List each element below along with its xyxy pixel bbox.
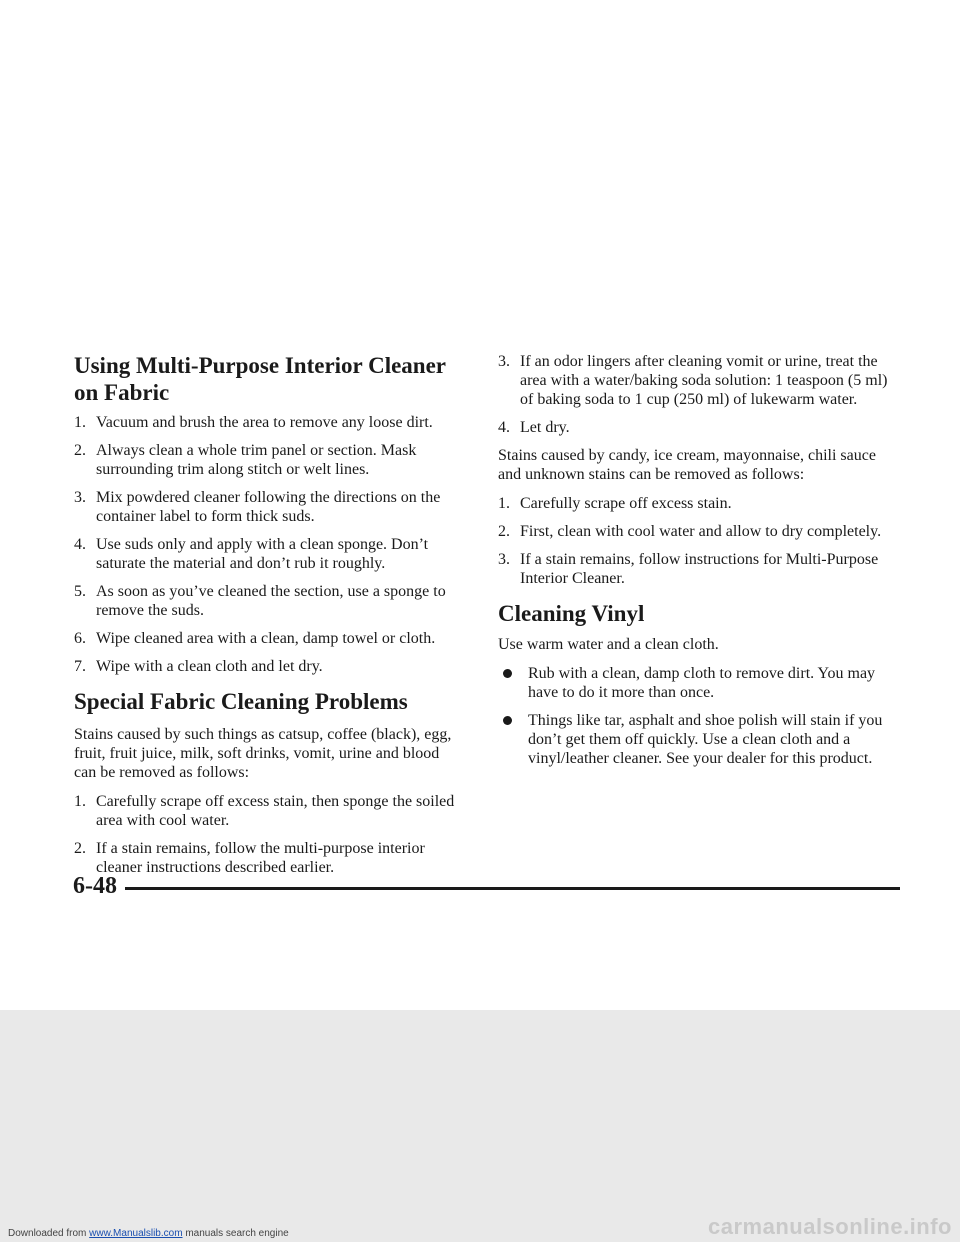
page-number: 6-48	[73, 873, 117, 899]
fabric-steps-list	[74, 413, 464, 676]
vinyl-bullets-list	[498, 664, 898, 768]
other-stains-intro: Stains caused by candy, ice cream, mayonnaise, chili sauce and unknown stains can be removed as follows:	[498, 447, 876, 483]
right-column	[498, 352, 898, 777]
vinyl-intro: Use warm water and a clean cloth.	[498, 636, 719, 653]
list-item: 7. Wipe with a clean cloth and let dry.	[74, 658, 323, 675]
manualslib-link[interactable]: www.Manualslib.com	[89, 1228, 183, 1239]
list-item: 5. As soon as you’ve cleaned the section, use a sponge to remove the suds.	[74, 583, 446, 619]
special-steps-list	[74, 792, 464, 877]
list-item: 3. Mix powdered cleaner following the directions on the container label to form thick suds.	[74, 489, 441, 525]
left-column	[74, 352, 464, 886]
footer-rule	[125, 887, 900, 890]
list-item: 2. If a stain remains, follow the multi-purpose interior cleaner instructions described earlier.	[74, 840, 425, 876]
list-item: 4. Use suds only and apply with a clean sponge. Don’t saturate the material and don’t rub it roughly.	[74, 536, 429, 572]
list-item: 6. Wipe cleaned area with a clean, damp towel or cloth.	[74, 630, 436, 647]
list-item: 1. Vacuum and brush the area to remove any loose dirt.	[74, 414, 433, 431]
other-stains-steps-list	[498, 494, 898, 588]
bullet-icon	[503, 716, 512, 725]
section-heading-special-problems: Special Fabric Cleaning Problems	[74, 689, 408, 714]
watermark: carmanualsonline.info	[708, 1214, 952, 1239]
bottom-band	[0, 1010, 960, 1242]
section-heading-vinyl: Cleaning Vinyl	[498, 601, 645, 626]
bullet-icon	[503, 669, 512, 678]
list-item: Things like tar, asphalt and shoe polish will stain if you don’t get them off quickly. Use a clean cloth and a vinyl/leather cleaner. See your dealer for this product.	[498, 711, 898, 768]
special-steps-continued-list	[498, 352, 898, 437]
list-item: 1. Carefully scrape off excess stain.	[498, 495, 732, 512]
list-item: 4. Let dry.	[498, 419, 570, 436]
list-item: 3. If an odor lingers after cleaning vomit or urine, treat the area with a water/baking soda solution: 1 teaspoon (5 ml) of baking soda to 1 cup (250 ml) of lukewarm water.	[498, 353, 888, 408]
list-item: 3. If a stain remains, follow instructions for Multi-Purpose Interior Cleaner.	[498, 551, 879, 587]
list-item: 1. Carefully scrape off excess stain, then sponge the soiled area with cool water.	[74, 793, 455, 829]
list-item: 2. Always clean a whole trim panel or section. Mask surrounding trim along stitch or welt lines.	[74, 442, 417, 478]
download-notice: Downloaded from www.Manualslib.com manuals search engine	[8, 1228, 289, 1239]
list-item: 2. First, clean with cool water and allow to dry completely.	[498, 523, 882, 540]
list-item: Rub with a clean, damp cloth to remove dirt. You may have to do it more than once.	[498, 664, 898, 702]
special-problems-intro: Stains caused by such things as catsup, coffee (black), egg, fruit, fruit juice, milk, soft drinks, vomit, urine and blood can be removed as follows:	[74, 726, 452, 781]
section-heading-fabric: Using Multi-Purpose Interior Cleaner on Fabric	[74, 353, 446, 405]
